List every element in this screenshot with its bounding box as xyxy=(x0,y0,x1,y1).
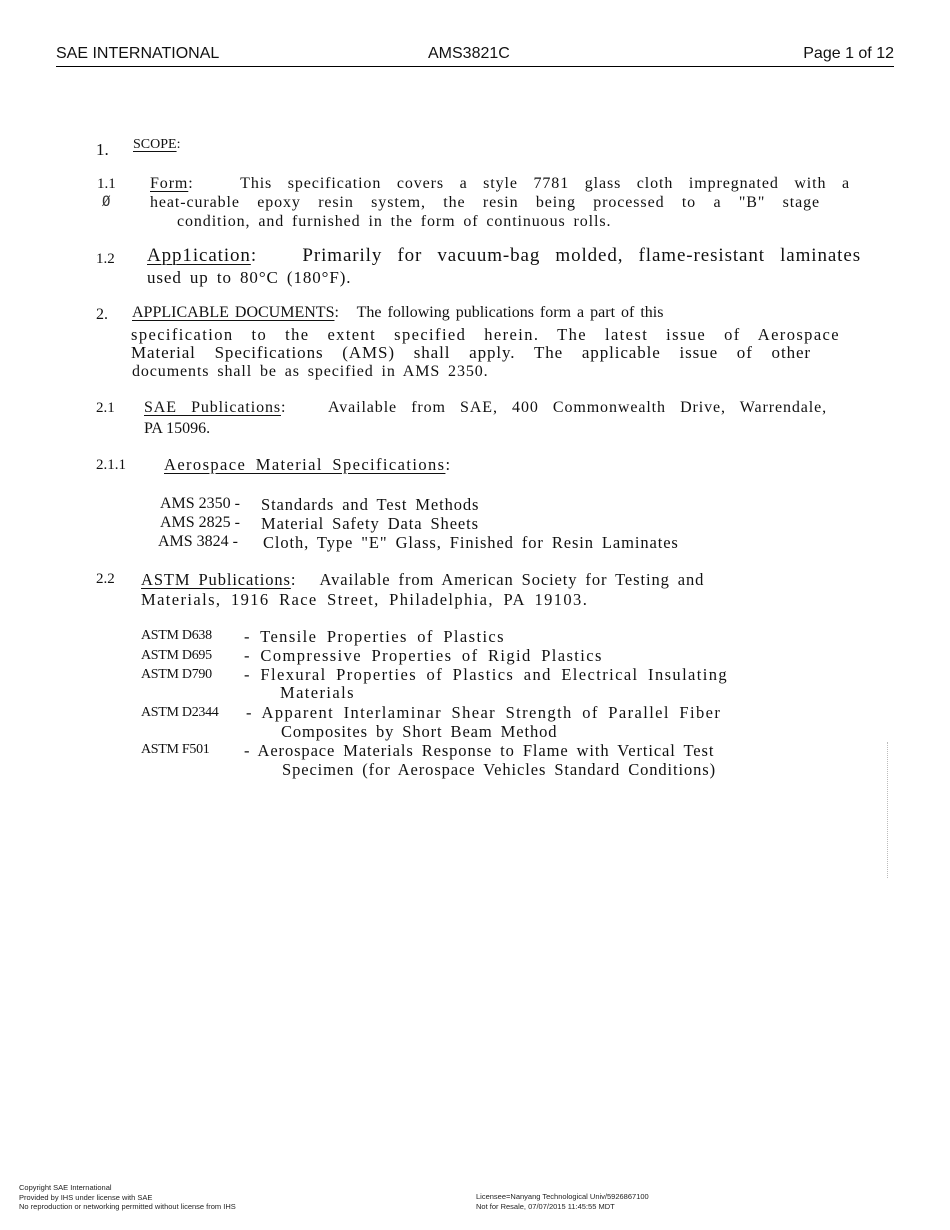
section-2-1-line-2: PA 15096. xyxy=(144,420,211,437)
section-2-1-number: 2.1 xyxy=(96,400,115,416)
section-2-line-1: APPLICABLE DOCUMENTS: The following publications form a part of this xyxy=(132,304,664,321)
application-label: App1ication xyxy=(147,245,251,266)
astm-item-code: ASTM F501 xyxy=(141,742,210,757)
application-text-1: Primarily for vacuum-bag molded, flame-resistant laminates xyxy=(302,245,861,266)
astm-item-code: ASTM D790 xyxy=(141,667,212,682)
section-2-2-line-1: ASTM Publications: Available from American Society for Testing and xyxy=(141,570,705,589)
section-2-1-1-number: 2.1.1 xyxy=(96,457,126,473)
astm-item-code: ASTM D638 xyxy=(141,628,212,643)
astm-item-code: ASTM D2344 xyxy=(141,705,219,720)
ams-item-title: Material Safety Data Sheets xyxy=(261,514,479,533)
astm-item-title: - Flexural Properties of Plastics and Electrical Insulating xyxy=(244,665,729,684)
section-1-title: SCOPE xyxy=(133,137,177,152)
header-org: SAE INTERNATIONAL xyxy=(56,45,220,62)
ams-item-code: AMS 3824 - xyxy=(158,533,239,550)
applicable-documents-label: APPLICABLE DOCUMENTS xyxy=(132,304,335,321)
section-1-1-number: 1.1 xyxy=(97,176,116,192)
revision-mark: Ø xyxy=(102,194,111,210)
section-1-1-line-1: Form: This specification covers a style 7781 glass cloth impregnated with a xyxy=(150,175,850,192)
section-2-2-line-2: Materials, 1916 Race Street, Philadelphia, PA 19103. xyxy=(141,590,589,609)
astm-publications-text-1: Available from American Society for Testing and xyxy=(319,570,705,589)
scan-artifact-dots xyxy=(887,742,890,878)
footer-right-line-2: Not for Resale, 07/07/2015 11:45:55 MDT xyxy=(476,1201,615,1211)
ams-item-code: AMS 2825 - xyxy=(160,514,241,531)
footer-left-line-3: No reproduction or networking permitted without license from IHS xyxy=(19,1202,236,1211)
sae-publications-text-1: Available from SAE, 400 Commonwealth Drive, Warrendale, xyxy=(327,399,827,416)
astm-item-title: - Aerospace Materials Response to Flame with Vertical Test xyxy=(244,741,715,760)
section-1-heading xyxy=(133,137,180,153)
section-2-1-1-heading: Aerospace Material Specifications: xyxy=(164,455,452,474)
astm-item-continuation: Specimen (for Aerospace Vehicles Standard Conditions) xyxy=(282,760,717,779)
section-2-number: 2. xyxy=(96,306,108,323)
section-2-text-1: The following publications form a part of this xyxy=(356,304,664,321)
page-header xyxy=(56,44,894,67)
header-page-number: Page 1 of 12 xyxy=(803,45,894,62)
footer-right-line-1: Licensee=Nanyang Technological Univ/5926867100 xyxy=(476,1192,649,1201)
astm-item-code: ASTM D695 xyxy=(141,648,212,663)
form-text-1: This specification covers a style 7781 glass cloth impregnated with a xyxy=(240,175,850,192)
ams-item-title: Standards and Test Methods xyxy=(261,495,480,514)
section-2-line-2: specification to the extent specified herein. The latest issue of Aerospace xyxy=(131,325,840,344)
section-1-2-line-1: App1ication: Primarily for vacuum-bag molded, flame-resistant laminates xyxy=(147,245,861,266)
footer-left-line-2: Provided by IHS under license with SAE xyxy=(19,1192,153,1202)
section-1-1-line-3: condition, and furnished in the form of continuous rolls. xyxy=(177,213,612,230)
footer-left-line-1: Copyright SAE International xyxy=(19,1183,112,1192)
astm-publications-label: ASTM Publications xyxy=(141,570,291,589)
sae-publications-label: SAE Publications xyxy=(144,399,281,416)
section-2-line-3: Material Specifications (AMS) shall apply. The applicable issue of other xyxy=(131,343,811,362)
section-1-1-line-2: heat-curable epoxy resin system, the resin being processed to a "B" stage xyxy=(150,194,820,211)
section-1-colon: : xyxy=(176,137,181,152)
astm-item-continuation: Composites by Short Beam Method xyxy=(281,722,558,741)
section-1-2-line-2: used up to 80°C (180°F). xyxy=(147,268,352,287)
astm-item-title: - Apparent Interlaminar Shear Strength of Parallel Fiber xyxy=(246,703,722,722)
ams-item-title: Cloth, Type "E" Glass, Finished for Resin Laminates xyxy=(263,533,679,552)
astm-item-title: - Compressive Properties of Rigid Plastics xyxy=(244,646,603,665)
astm-item-continuation: Materials xyxy=(280,683,355,702)
ams-specs-label: Aerospace Material Specifications xyxy=(164,455,446,474)
section-2-2-number: 2.2 xyxy=(96,571,115,587)
ams-item-code: AMS 2350 - xyxy=(160,495,241,512)
header-doc-id: AMS3821C xyxy=(428,45,510,62)
section-2-line-4: documents shall be as specified in AMS 2350. xyxy=(132,363,489,380)
footer-copyright xyxy=(19,1183,236,1212)
footer-license xyxy=(476,1192,649,1211)
astm-item-title: - Tensile Properties of Plastics xyxy=(244,627,505,646)
form-label: Form xyxy=(150,175,189,192)
section-2-1-line-1: SAE Publications: Available from SAE, 400 Commonwealth Drive, Warrendale, xyxy=(144,399,827,416)
section-1-2-number: 1.2 xyxy=(96,251,115,267)
section-1-number: 1. xyxy=(96,140,109,159)
